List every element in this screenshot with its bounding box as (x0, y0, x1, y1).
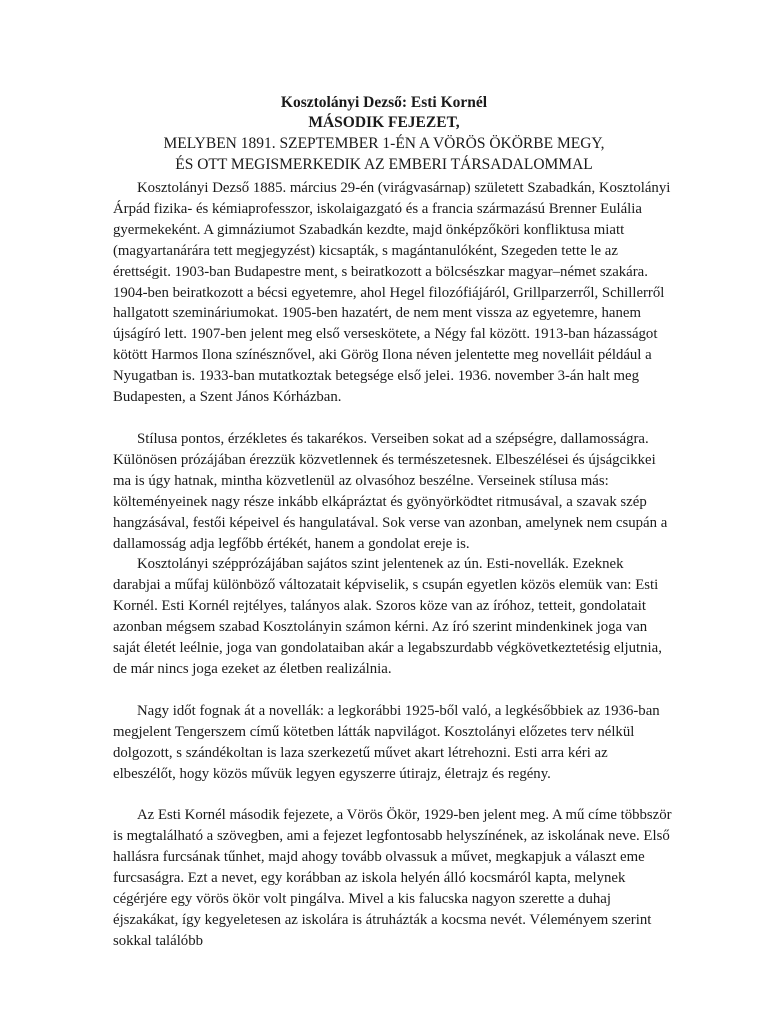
paragraph-voros-okor: Az Esti Kornél második fejezete, a Vörös Ökör, 1929-ben jelent meg. A mű címe többször is megtalálható a szövegben, ami a fejezet legfontosabb helyszínének, az iskolának neve. Első hallásra furcsának tűnhet, majd ahogy tovább olvassuk a művet, megkapjuk a választ eme furcsaságra. Ezt a nevet, egy korábban az iskola helyén álló kocsmáról kapta, melynek cégérjére egy vörös ökör volt pingálva. Mivel a kis falucska nagyon szerette a duhaj éjszakákat, így kegyeletesen az iskolára is átruházták a kocsma nevét. Véleményem szerint sokkal találóbb (113, 807, 672, 949)
paragraph-style: Stílusa pontos, érzékletes és takarékos. Verseiben sokat ad a szépségre, dallamosságra. Különösen prózájában érezzük közvetlennek és természetesnek. Elbeszélései és újságcikkei ma is úgy hatnak, mintha közvetlenül az olvasóhoz beszélne. Verseinek stílusa más: költeményeinek nagy része inkább elkápráztat és gyönyörködtet ritmusával, a szavak szép hangzásával, festői képeivel és hangulatával. Sok verse van azonban, amelynek nem csupán a dallamosság adja legfőbb értékét, hanem a gondolat ereje is. (113, 430, 668, 552)
paragraph-esti-novels: Kosztolányi szépprózájában sajátos szint jelentenek az ún. Esti-novellák. Ezeknek darabjai a műfaj különböző változatait képviselik, s csupán egyetlen közös elemük van: Esti Kornél. Esti Kornél rejtélyes, talányos alak. Szoros köze van az íróhoz, tetteit, gondolatait azonban mégsem szabad Kosztolányin számon kérni. Az író szerint mindenkinek joga van saját életét leélnie, joga van gondolataiban akár a legabszurdabb végkövetkeztetésig eljutnia, de már nincs joga ezeket az életben realizálnia. (113, 556, 662, 677)
chapter-subtitle-line-1: MELYBEN 1891. SZEPTEMBER 1-ÉN A VÖRÖS ÖKÖRBE MEGY, (163, 135, 605, 152)
paragraph-timeline: Nagy időt fognak át a novellák: a legkorábbi 1925-ből való, a legkésőbbiek az 1936-ban megjelent Tengerszem című kötetben látták napvilágot. Kosztolányi előzetes terv nélkül dolgozott, s szándékoltan is laza szerkezetű művet akart létrehozni. Esti arra kéri az elbeszélőt, hogy közös művük legyen egyszerre útirajz, életrajz és regény. (113, 702, 660, 782)
chapter-subtitle-line-2: ÉS OTT MEGISMERKEDIK AZ EMBERI TÁRSADALOMMAL (175, 156, 593, 173)
author-title: Kosztolányi Dezső: Esti Kornél (280, 94, 488, 111)
chapter-title: MÁSODIK FEJEZET, (308, 114, 460, 131)
document-body (113, 178, 673, 952)
paragraph-biography: Kosztolányi Dezső 1885. március 29-én (virágvasárnap) született Szabadkán, Kosztolányi Árpád fizika- és kémiaprofesszor, iskolaigazgató és a francia származású Brenner Eulália gyermekeként. A gimnáziumot Szabadkán kezdte, majd önképzőköri konfliktusa miatt (magyartanárára tett megjegyzést) kicsapták, s magántanulóként, Szegeden tette le az érettségit. 1903-ban Budapestre ment, s beiratkozott a bölcsészkar magyar–német szakára. 1904-ben beiratkozott a bécsi egyetemre, ahol Hegel filozófiájáról, Grillparzerről, Schillerről hallgatott szemináriumokat. 1905-ben hazatért, de nem ment vissza az egyetemre, hanem újságíró lett. 1907-ben jelent meg első verseskötete, a Négy fal között. 1913-ban házasságot kötött Harmos Ilona színésznővel, aki Görög Ilona néven jelentette meg novelláit például a Nyugatban is. 1933-ban mutatkoztak betegsége első jelei. 1936. november 3-án halt meg Budapesten, a Szent János Kórházban. (113, 180, 671, 406)
